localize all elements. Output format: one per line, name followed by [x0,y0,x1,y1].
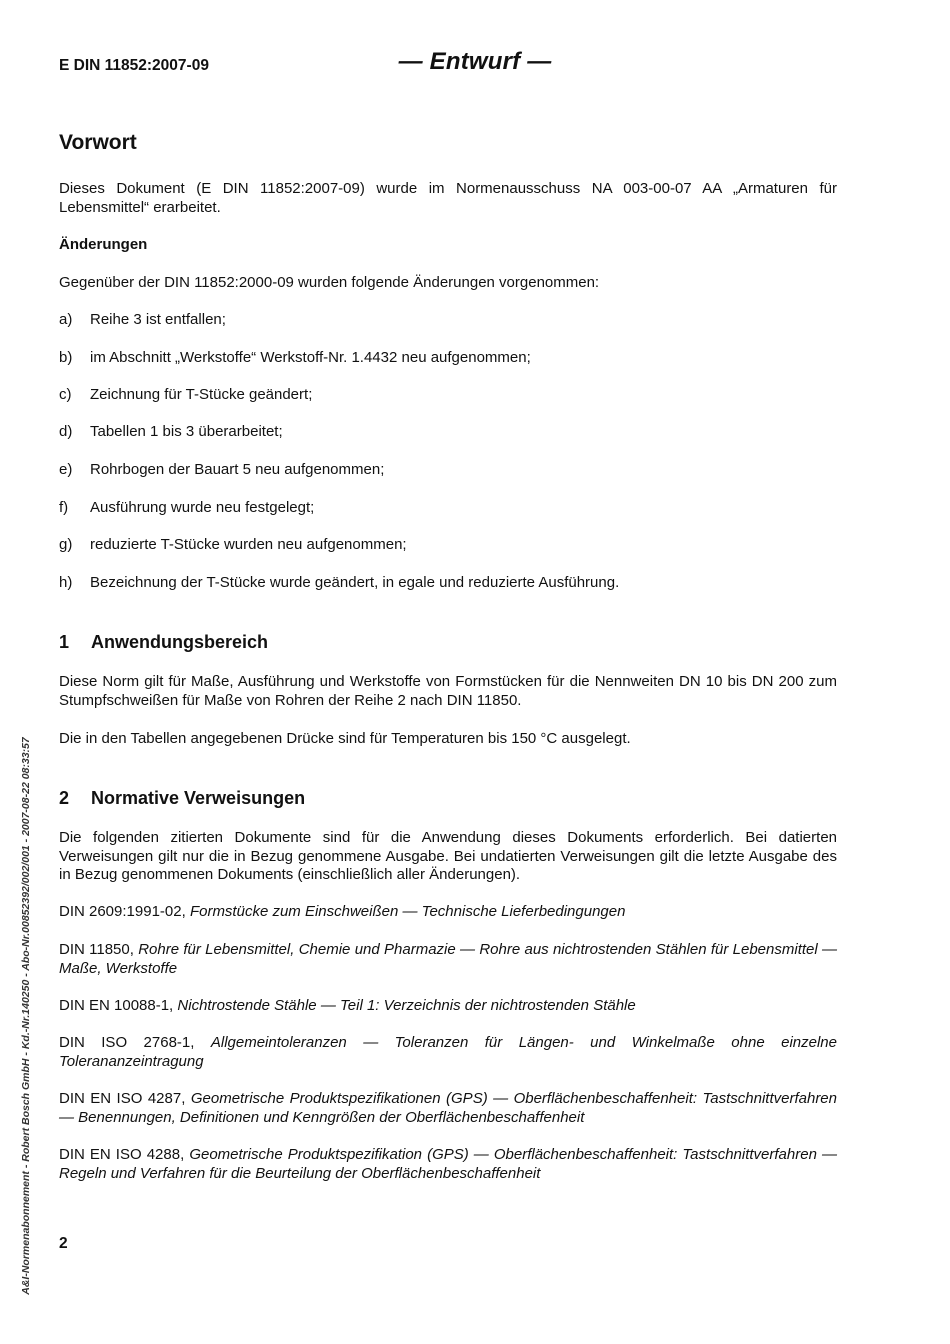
list-text: Rohrbogen der Bauart 5 neu aufgenommen; [90,461,385,478]
list-text: Tabellen 1 bis 3 überarbeitet; [90,423,283,440]
change-item [59,423,283,442]
reference-title: Geometrische Produktspezifikationen (GPS) — Oberflächenbeschaffenheit: Tastschnittverfahren — Benennungen, Definitionen und Kenngrößen der Oberflächenbeschaffenheit [59,1090,837,1126]
reference-entry [59,1034,837,1071]
section-1-heading [59,632,268,653]
list-marker: d) [59,423,73,440]
reference-code: DIN ISO 2768-1, [59,1034,195,1051]
list-marker: e) [59,461,73,478]
list-marker: f) [59,499,69,516]
list-marker: h) [59,574,73,591]
list-text: Zeichnung für T-Stücke geändert; [90,386,313,403]
reference-entry [59,1090,837,1127]
changes-heading: Änderungen [59,236,148,253]
section-number: 1 [59,632,70,652]
list-text: im Abschnitt „Werkstoffe“ Werkstoff-Nr. 1.4432 neu aufgenommen; [90,349,531,366]
list-marker: b) [59,349,73,366]
side-watermark-note: A&I-Normenabonnement - Robert Bosch GmbH - Kd.-Nr.140250 - Abo-Nr.00852392/002/001 - 2007-08-22 08:33:57 [20,737,32,1295]
reference-entry [59,903,837,922]
reference-code: DIN EN 10088-1, [59,997,174,1014]
draft-label: — Entwurf — [398,48,552,75]
list-text: Reihe 3 ist entfallen; [90,311,226,328]
list-marker: a) [59,311,73,328]
scope-paragraph: Diese Norm gilt für Maße, Ausführung und Werkstoffe von Formstücken für die Nennweiten DN 10 bis DN 200 zum Stumpfschweißen für Maße von Rohren der Reihe 2 nach DIN 11850. [59,673,837,709]
list-marker: g) [59,536,73,553]
reference-code: DIN 2609:1991-02, [59,903,186,920]
reference-code: DIN 11850, [59,941,134,958]
change-item [59,349,531,368]
foreword-intro: Dieses Dokument (E DIN 11852:2007-09) wurde im Normenausschuss NA 003-00-07 AA „Armaturen für Lebensmittel“ erarbeitet. [59,180,837,216]
references-intro: Die folgenden zitierten Dokumente sind für die Anwendung dieses Dokuments erforderlich. Bei datierten Verweisungen gilt nur die in Bezug genommene Ausgabe. Bei undatierten Verweisungen gilt die letzte Ausgabe des in Bezug genommenen Dokuments (einschließlich aller Änderungen). [59,829,837,884]
section-title: Anwendungsbereich [91,632,269,652]
list-marker: c) [59,386,72,403]
reference-entry [59,1146,837,1183]
reference-code: DIN EN ISO 4287, [59,1090,186,1107]
list-text: Bezeichnung der T-Stücke wurde geändert, in egale und reduzierte Ausführung. [90,574,620,591]
list-text: Ausführung wurde neu festgelegt; [90,499,315,516]
foreword-title: Vorwort [59,131,137,154]
change-item [59,311,226,330]
reference-title: Allgemeintoleranzen — Toleranzen für Längen- und Winkelmaße ohne einzelne Tolerananzeintragung [59,1034,837,1070]
change-item [59,386,312,405]
change-item [59,536,407,555]
reference-title: Rohre für Lebensmittel, Chemie und Pharmazie — Rohre aus nichtrostenden Stählen für Lebensmittel — Maße, Werkstoffe [59,941,838,977]
reference-code: DIN EN ISO 4288, [59,1146,185,1163]
page-number: 2 [59,1235,68,1252]
reference-title: Geometrische Produktspezifikation (GPS) — Oberflächenbeschaffenheit: Tastschnittverfahren — Regeln und Verfahren für die Beurteilung der Oberflächenbeschaffenheit [59,1146,837,1182]
list-text: reduzierte T-Stücke wurden neu aufgenommen; [90,536,407,553]
reference-title: Formstücke zum Einschweißen — Technische Lieferbedingungen [189,903,626,920]
change-item [59,574,619,593]
reference-title: Nichtrostende Stähle — Teil 1: Verzeichnis der nichtrostenden Stähle [177,997,636,1014]
change-item [59,461,384,480]
scope-paragraph: Die in den Tabellen angegebenen Drücke sind für Temperaturen bis 150 °C ausgelegt. [59,730,631,747]
section-title: Normative Verweisungen [91,788,306,808]
reference-entry [59,997,837,1016]
document-id: E DIN 11852:2007-09 [59,57,209,74]
reference-entry [59,941,837,978]
change-item [59,499,314,518]
section-number: 2 [59,788,70,808]
changes-intro: Gegenüber der DIN 11852:2000-09 wurden folgende Änderungen vorgenommen: [59,274,600,291]
section-2-heading [59,788,305,809]
